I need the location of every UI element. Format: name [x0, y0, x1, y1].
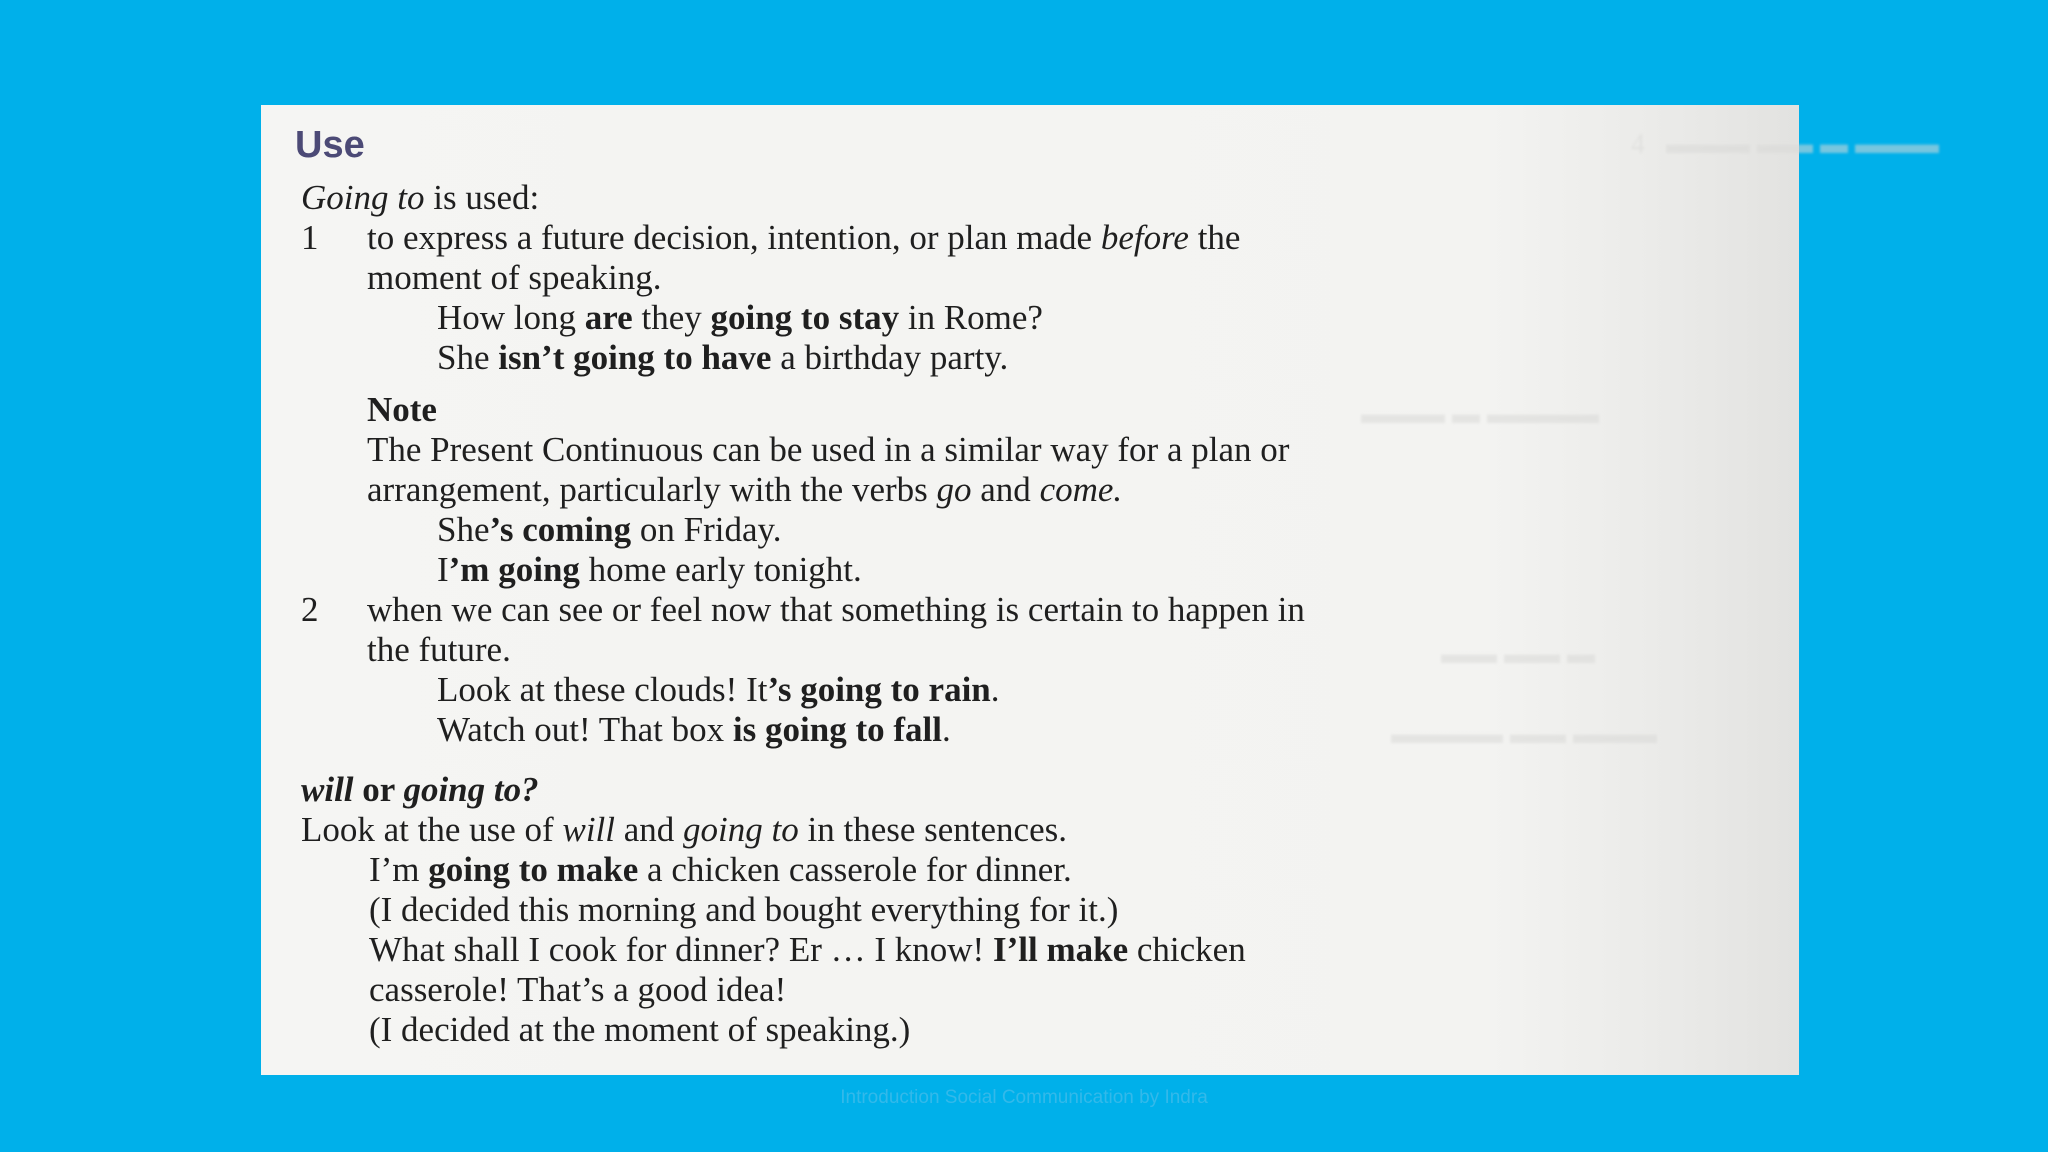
example-sentence: Look at these clouds! It’s going to rain.: [437, 670, 1000, 709]
explanation-sentence: (I decided at the moment of speaking.): [369, 1010, 911, 1049]
example-sentence: She’s coming on Friday.: [437, 510, 782, 549]
item1-line1: to express a future decision, intention, or plan made before the: [367, 218, 1241, 257]
example-sentence: I’m going to make a chicken casserole for dinner.: [369, 850, 1072, 889]
explanation-sentence: (I decided this morning and bought everything for it.): [369, 890, 1119, 929]
intro-line: Going to is used:: [301, 178, 540, 217]
example-sentence: casserole! That’s a good idea!: [369, 970, 787, 1009]
item-number: 2: [301, 590, 319, 629]
example-sentence: Watch out! That box is going to fall.: [437, 710, 951, 749]
example-sentence: She isn’t going to have a birthday party.: [437, 338, 1009, 377]
item1-line2: moment of speaking.: [367, 258, 662, 297]
bleed-through-text: ▬▬▬▬ ▬▬ ▬▬▬: [1391, 719, 1657, 750]
grammar-explanation: [261, 105, 1799, 1075]
comparison-intro: Look at the use of will and going to in these sentences.: [301, 810, 1067, 849]
bleed-through-text: ▬▬ ▬▬ ▬: [1441, 639, 1595, 670]
example-sentence: What shall I cook for dinner? Er … I know! I’ll make chicken: [369, 930, 1246, 969]
note-line1: The Present Continuous can be used in a similar way for a plan or: [367, 430, 1290, 469]
item2-line2: the future.: [367, 630, 511, 669]
bleed-through-text: 4 ▬▬▬ ▬▬ ▬ ▬▬▬: [1631, 129, 1939, 160]
section-heading: Use: [295, 124, 365, 166]
item2-line1: when we can see or feel now that something is certain to happen in: [367, 590, 1305, 629]
item-number: 1: [301, 218, 319, 257]
example-sentence: I’m going home early tonight.: [437, 550, 862, 589]
example-sentence: How long are they going to stay in Rome?: [437, 298, 1043, 337]
document-page: [261, 105, 1939, 1075]
comparison-heading: will or going to?: [301, 770, 539, 809]
bleed-through-text: ▬▬▬ ▬ ▬▬▬▬: [1361, 399, 1599, 430]
slide-footer: Introduction Social Communication by Indra: [840, 1087, 1208, 1108]
note-line2: arrangement, particularly with the verbs go and come.: [367, 470, 1123, 509]
note-heading: Note: [367, 390, 437, 429]
